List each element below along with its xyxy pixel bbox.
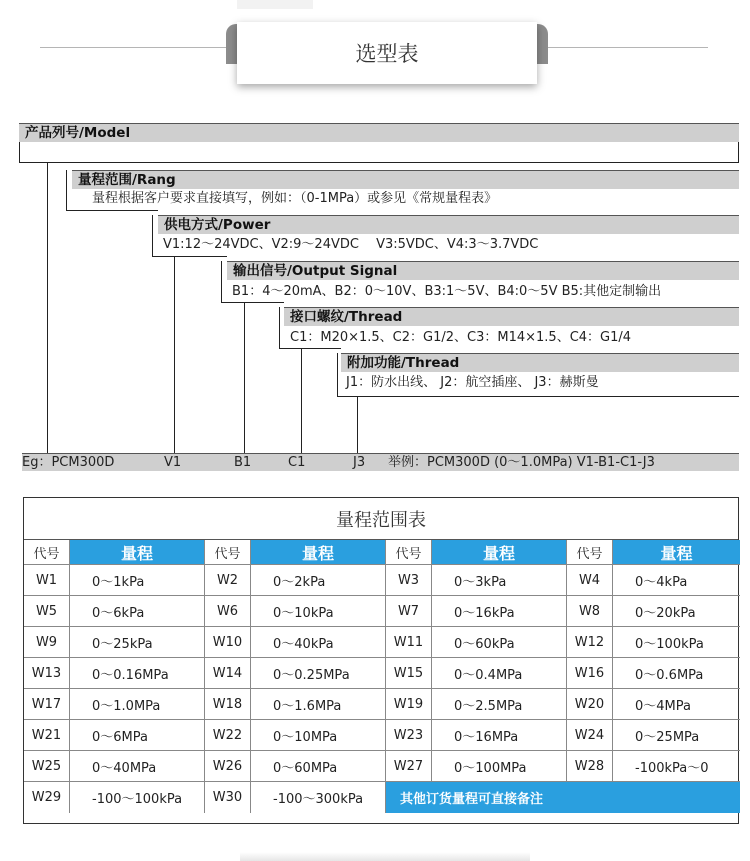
range-code-cell: W9	[24, 627, 70, 658]
range-value-cell: 0～4kPa	[613, 565, 740, 596]
range-value-cell: 0～4MPa	[613, 689, 740, 720]
range-value-cell: -100～300kPa	[251, 782, 386, 813]
range-code-cell: W25	[24, 751, 70, 782]
connector-power-hline	[152, 256, 227, 257]
range-value-cell: 0～100MPa	[432, 751, 567, 782]
range-code-cell: W17	[24, 689, 70, 720]
connector-extra-hline	[337, 396, 739, 397]
range-value-cell: 0～1.0MPa	[70, 689, 205, 720]
connector-thread-hline	[279, 348, 341, 349]
desc-output: B1：4～20mA、B2：0～10V、B3:1～5V、B4:0～5V B5:其他定制输出	[232, 284, 662, 299]
range-table-grid	[24, 540, 738, 813]
range-code-cell: W8	[567, 596, 613, 627]
range-value-cell: 0～40kPa	[251, 627, 386, 658]
range-code-cell: W10	[205, 627, 251, 658]
example-v: V1	[164, 455, 182, 470]
range-note-cell: 其他订货量程可直接备注	[386, 782, 740, 813]
range-code-cell: W26	[205, 751, 251, 782]
header-code: 代号	[205, 540, 251, 565]
range-code-cell: W27	[386, 751, 432, 782]
connector-range-left	[66, 170, 67, 211]
range-code-cell: W14	[205, 658, 251, 689]
desc-power: V1:12～24VDC、V2:9～24VDC V3:5VDC、V4:3～3.7VDC	[163, 237, 539, 252]
bar-extra: 附加功能/Thread	[341, 353, 739, 372]
model-blank-row	[19, 142, 739, 163]
bar-range: 量程范围/Rang	[72, 170, 739, 189]
range-value-cell: 0～10kPa	[251, 596, 386, 627]
bottom-decoration	[240, 852, 530, 861]
range-code-cell: W12	[567, 627, 613, 658]
range-code-cell: W15	[386, 658, 432, 689]
example-b: B1	[234, 455, 252, 470]
connector-thread-left	[279, 307, 280, 349]
range-value-cell: 0～16MPa	[432, 720, 567, 751]
range-value-cell: 0～60MPa	[251, 751, 386, 782]
example-c: C1	[288, 455, 306, 470]
header-code: 代号	[567, 540, 613, 565]
connector-extra-left	[337, 353, 338, 397]
desc-range: 量程根据客户要求直接填写，例如：（0-1MPa）或参见《常规量程表》	[92, 191, 498, 206]
range-code-cell: W28	[567, 751, 613, 782]
header-range: 量程	[70, 540, 205, 565]
connector-output	[244, 302, 245, 454]
range-value-cell: 0～6MPa	[70, 720, 205, 751]
connector-model	[47, 163, 48, 454]
example-row	[22, 453, 739, 471]
range-code-cell: W29	[24, 782, 70, 813]
range-code-cell: W30	[205, 782, 251, 813]
range-value-cell: 0～2kPa	[251, 565, 386, 596]
desc-thread: C1：M20×1.5、C2：G1/2、C3：M14×1.5、C4：G1/4	[290, 330, 632, 345]
header-range: 量程	[432, 540, 567, 565]
page-title: 选型表	[237, 22, 537, 84]
range-code-cell: W7	[386, 596, 432, 627]
range-value-cell: 0～6kPa	[70, 596, 205, 627]
range-value-cell: 0～40MPa	[70, 751, 205, 782]
connector-power	[174, 256, 175, 454]
range-code-cell: W24	[567, 720, 613, 751]
range-table-title: 量程范围表	[24, 498, 738, 540]
example-full: 举例：PCM300D (0～1.0MPa) V1-B1-C1-J3	[388, 455, 655, 470]
range-value-cell: -100～100kPa	[70, 782, 205, 813]
connector-extra	[357, 396, 358, 454]
connector-output-hline	[221, 302, 284, 303]
range-value-cell: 0～10MPa	[251, 720, 386, 751]
connector-range-hline	[66, 210, 158, 211]
range-value-cell: 0～100kPa	[613, 627, 740, 658]
range-code-cell: W21	[24, 720, 70, 751]
connector-output-left	[221, 261, 222, 303]
range-value-cell: 0～0.4MPa	[432, 658, 567, 689]
range-value-cell: 0～1.6MPa	[251, 689, 386, 720]
range-code-cell: W3	[386, 565, 432, 596]
range-value-cell: -100kPa～0	[613, 751, 740, 782]
range-value-cell: 0～0.25MPa	[251, 658, 386, 689]
bar-model: 产品列号/Model	[19, 123, 739, 142]
range-value-cell: 0～0.6MPa	[613, 658, 740, 689]
range-value-cell: 0～0.16MPa	[70, 658, 205, 689]
connector-power-left	[152, 215, 153, 257]
range-table	[23, 497, 739, 824]
range-value-cell: 0～25MPa	[613, 720, 740, 751]
range-code-cell: W13	[24, 658, 70, 689]
range-value-cell: 0～60kPa	[432, 627, 567, 658]
range-code-cell: W5	[24, 596, 70, 627]
bar-thread: 接口螺纹/Thread	[284, 307, 739, 326]
range-code-cell: W2	[205, 565, 251, 596]
range-value-cell: 0～25kPa	[70, 627, 205, 658]
header-code: 代号	[386, 540, 432, 565]
bar-output: 输出信号/Output Signal	[227, 261, 739, 280]
example-j: J3	[353, 455, 366, 470]
range-code-cell: W4	[567, 565, 613, 596]
range-code-cell: W11	[386, 627, 432, 658]
range-code-cell: W22	[205, 720, 251, 751]
range-value-cell: 0～16kPa	[432, 596, 567, 627]
range-code-cell: W23	[386, 720, 432, 751]
range-code-cell: W1	[24, 565, 70, 596]
bar-power: 供电方式/Power	[158, 215, 739, 234]
range-code-cell: W16	[567, 658, 613, 689]
connector-thread	[301, 348, 302, 454]
range-value-cell: 0～20kPa	[613, 596, 740, 627]
range-code-cell: W6	[205, 596, 251, 627]
example-prefix: Eg：PCM300D	[22, 455, 115, 470]
header-range: 量程	[251, 540, 386, 565]
desc-extra: J1：防水出线、 J2：航空插座、 J3：赫斯曼	[346, 375, 599, 390]
header-code: 代号	[24, 540, 70, 565]
range-value-cell: 0～2.5MPa	[432, 689, 567, 720]
range-value-cell: 0～1kPa	[70, 565, 205, 596]
range-code-cell: W18	[205, 689, 251, 720]
header-range: 量程	[613, 540, 740, 565]
range-value-cell: 0～3kPa	[432, 565, 567, 596]
range-code-cell: W20	[567, 689, 613, 720]
range-code-cell: W19	[386, 689, 432, 720]
